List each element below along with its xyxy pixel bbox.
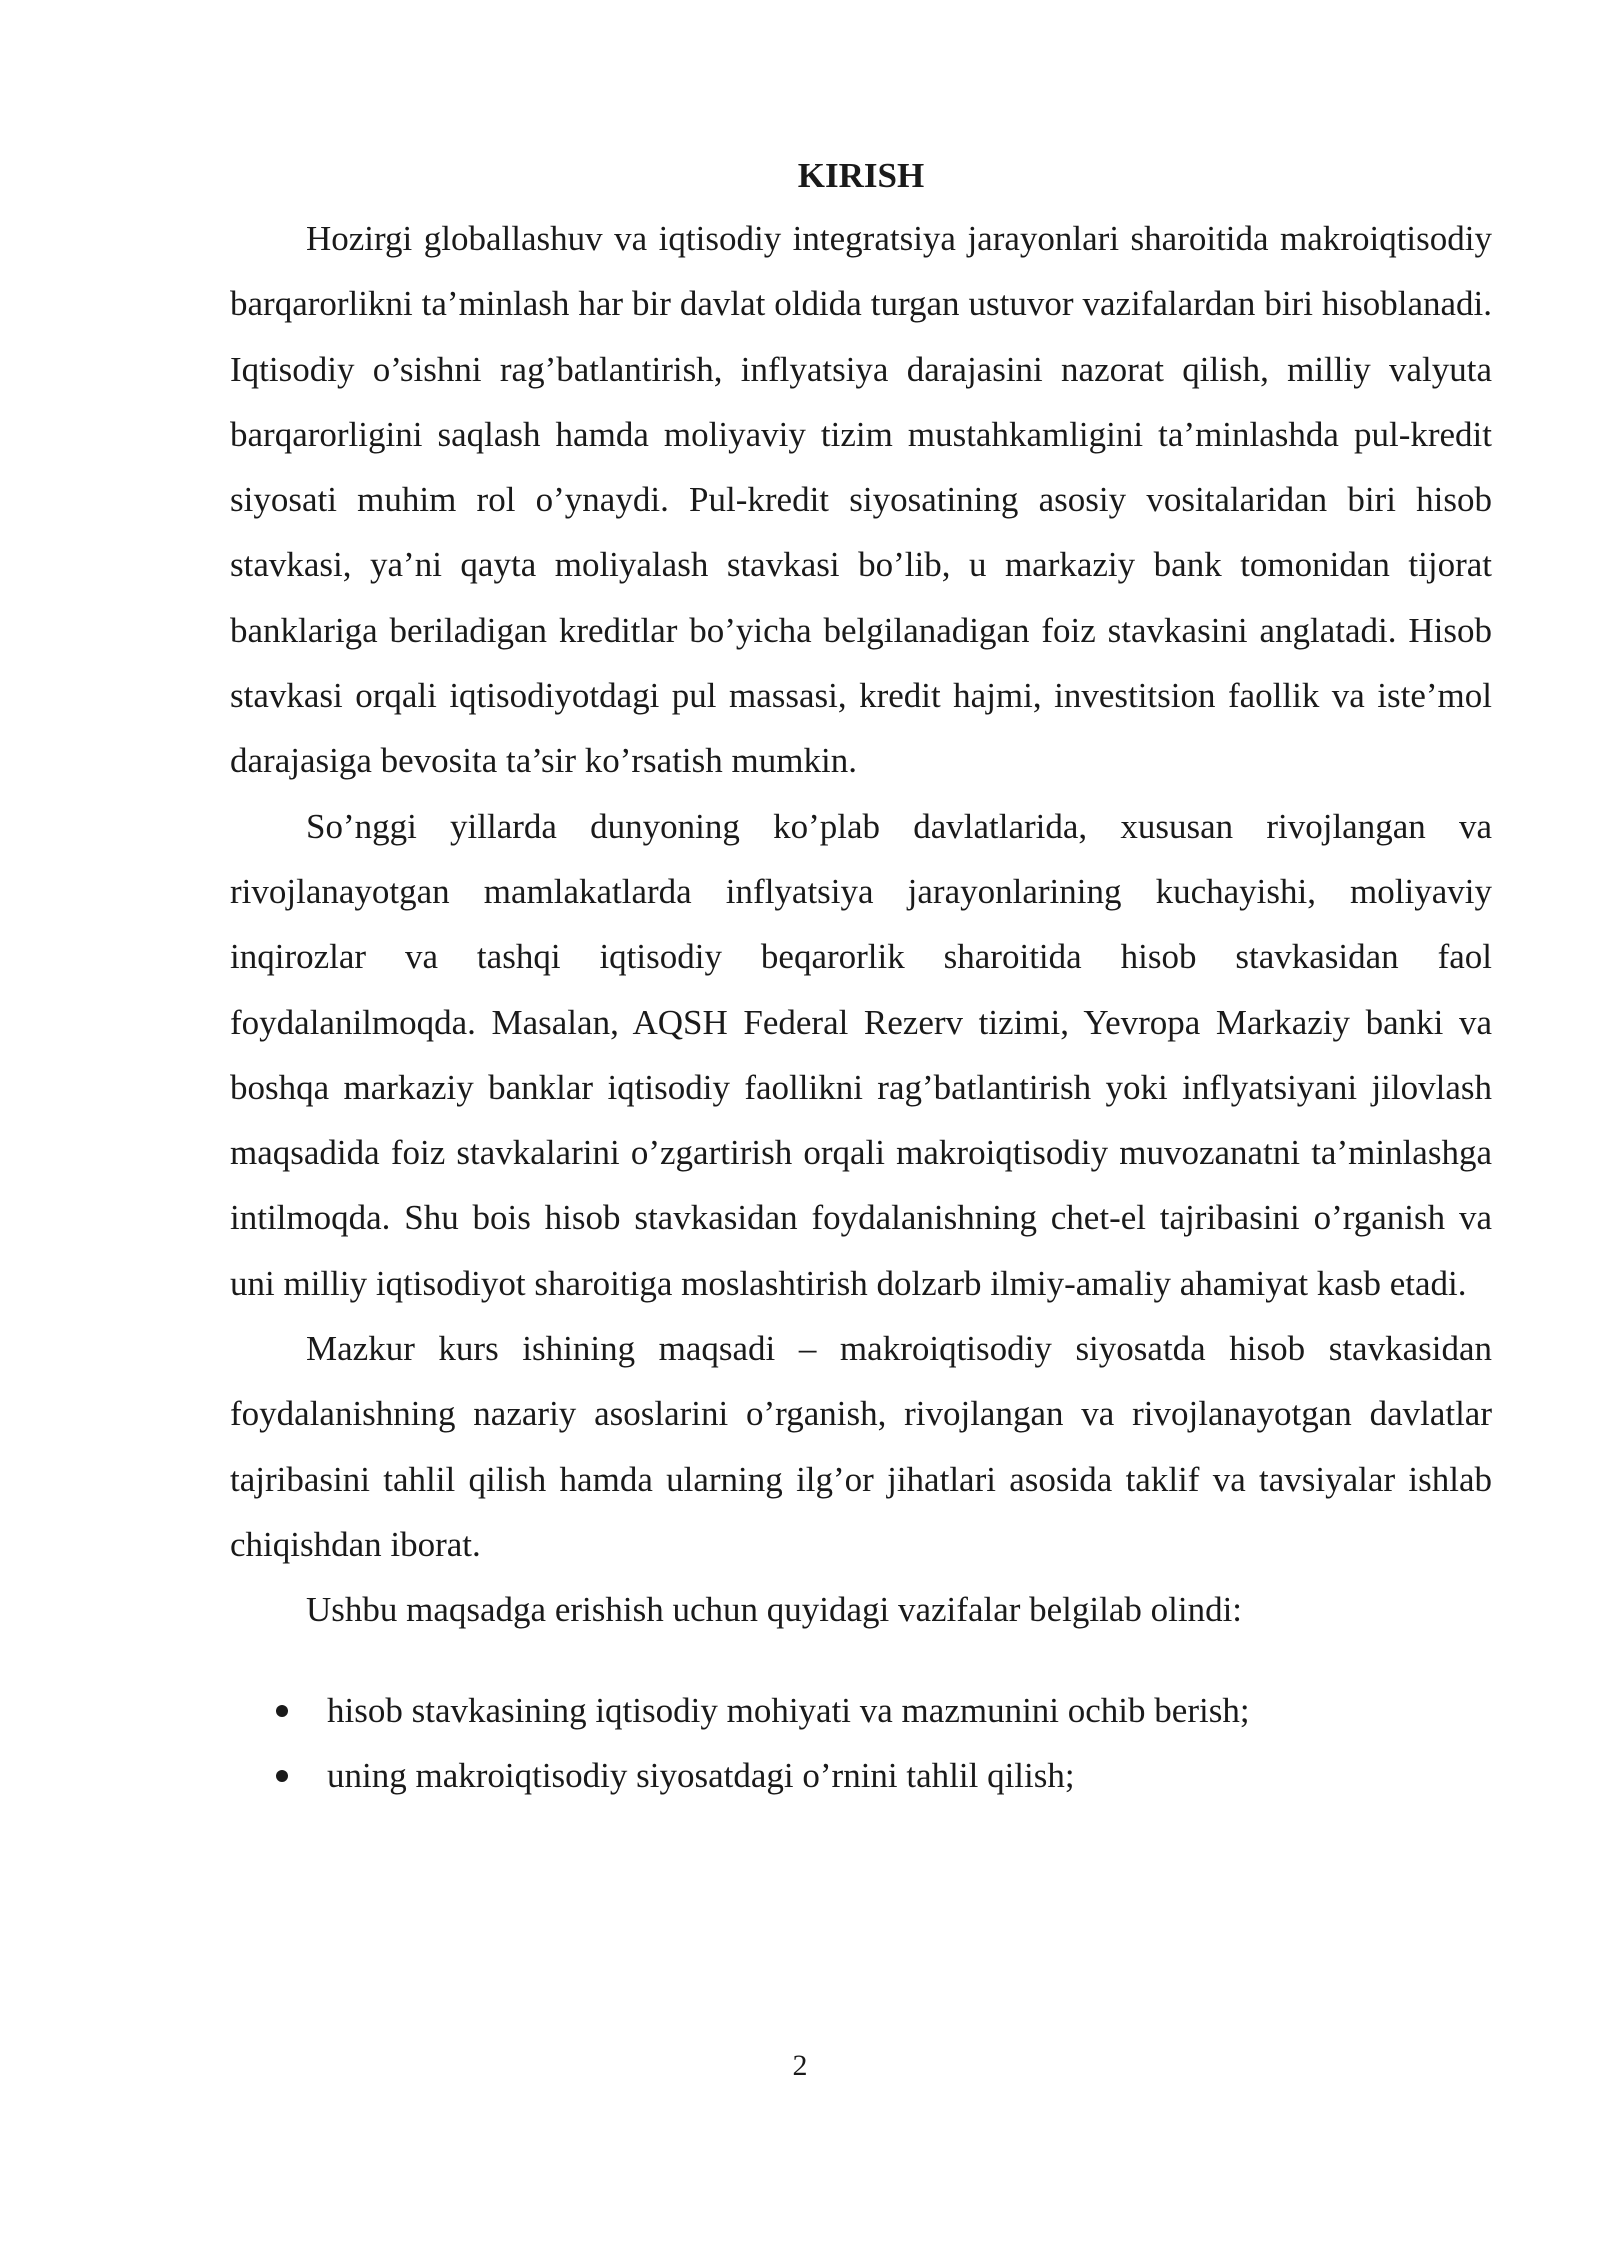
- list-item-text: uning makroiqtisodiy siyosatdagi o’rnini tahlil qilish;: [327, 1755, 1075, 1795]
- page-number: 2: [792, 2049, 808, 2082]
- paragraph-tasks-intro: Ushbu maqsadga erishish uchun quyidagi vazifalar belgilab olindi:: [306, 1590, 1243, 1630]
- section-title: KIRISH: [797, 156, 925, 195]
- bullet-icon: [276, 1770, 288, 1782]
- page-content: [230, 146, 1492, 1808]
- list-item: [230, 1743, 1492, 1808]
- paragraph-goal: Mazkur kurs ishining maqsadi – makroiqtisodiy siyosatda hisob stavkasidan foydalanishning nazariy asoslarini o’rganish, rivojlangan va rivojlanayotgan davlatlar tajribasini tahlil qilish hamda ularning ilg’or jihatlari asosida taklif va tavsiyalar ishlab chiqishdan iborat.: [230, 1329, 1492, 1564]
- paragraph-intro: Hozirgi globallashuv va iqtisodiy integratsiya jarayonlari sharoitida makroiqtisodiy barqarorlikni ta’minlash har bir davlat oldida turgan ustuvor vazifalardan biri hisoblanadi. Iqtisodiy o’sishni rag’batlantirish, inflyatsiya darajasini nazorat qilish, milliy valyuta barqarorligini saqlash hamda moliyaviy tizim mustahkamligini ta’minlashda pul-kredit siyosati muhim rol o’ynaydi. Pul-kredit siyosatining asosiy vositalaridan biri hisob stavkasi, ya’ni qayta moliyalash stavkasi bo’lib, u markaziy bank tomonidan tijorat banklariga beriladigan kreditlar bo’yicha belgilanadigan foiz stavkasini anglatadi. Hisob stavkasi orqali iqtisodiyotdagi pul massasi, kredit hajmi, investitsion faollik va iste’mol darajasiga bevosita ta’sir ko’rsatish mumkin.: [230, 219, 1492, 781]
- paragraph-recent-years: So’nggi yillarda dunyoning ko’plab davlatlarida, xususan rivojlangan va rivojlanayotgan mamlakatlarda inflyatsiya jarayonlarining kuchayishi, moliyaviy inqirozlar va tashqi iqtisodiy beqarorlik sharoitida hisob stavkasidan faol foydalanilmoqda. Masalan, AQSH Federal Rezerv tizimi, Yevropa Markaziy banki va boshqa markaziy banklar iqtisodiy faollikni rag’batlantirish yoki inflyatsiyani jilovlash maqsadida foiz stavkalarini o’zgartirish orqali makroiqtisodiy muvozanatni ta’minlashga intilmoqda. Shu bois hisob stavkasidan foydalanishning chet-el tajribasini o’rganish va uni milliy iqtisodiyot sharoitiga moslashtirish dolzarb ilmiy-amaliy ahamiyat kasb etadi.: [230, 806, 1492, 1303]
- task-list: [230, 1678, 1492, 1808]
- list-item: [230, 1678, 1492, 1743]
- list-item-text: hisob stavkasining iqtisodiy mohiyati va mazmunini ochib berish;: [327, 1690, 1250, 1730]
- bullet-icon: [276, 1705, 288, 1717]
